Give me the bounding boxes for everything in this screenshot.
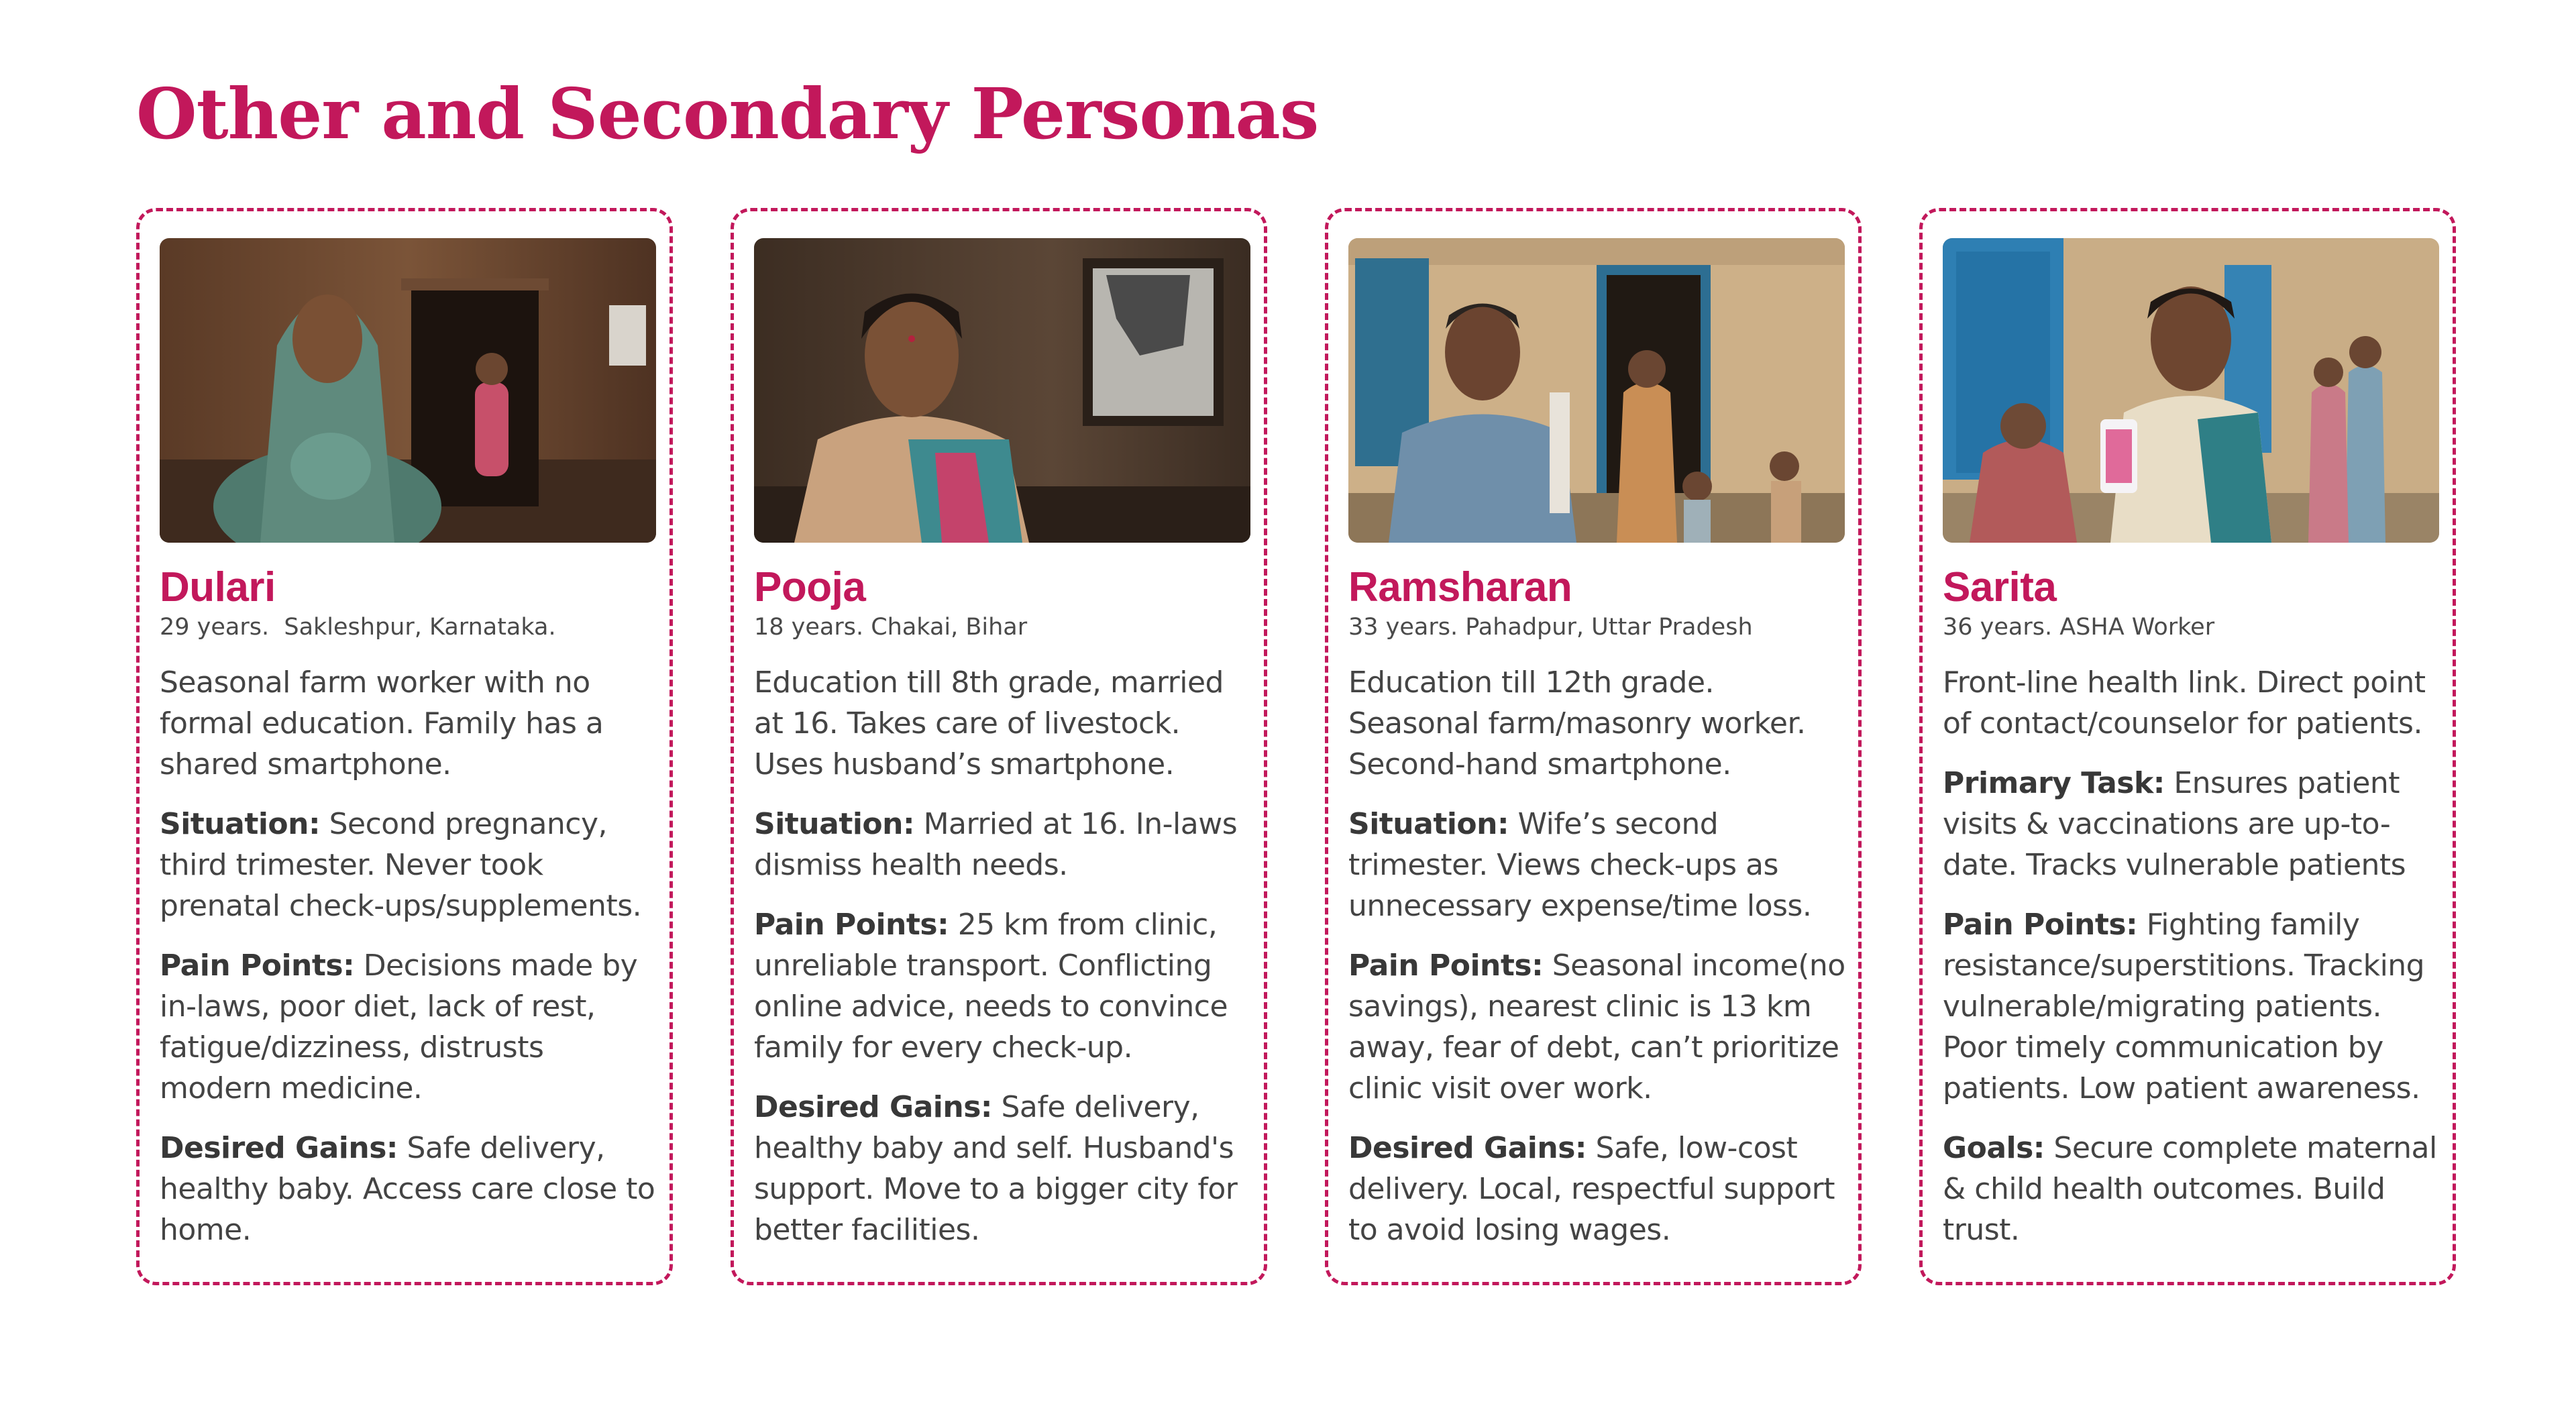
section-label: Desired Gains: — [160, 1131, 398, 1165]
persona-card-pooja — [731, 208, 1267, 1285]
persona-name: Ramsharan — [1348, 564, 1572, 610]
persona-meta: 33 years. Pahadpur, Uttar Pradesh — [1348, 614, 1753, 641]
persona-card-dulari — [136, 208, 673, 1285]
persona-meta: 18 years. Chakai, Bihar — [754, 614, 1028, 641]
persona-photo-pooja — [754, 238, 1250, 543]
persona-photo-sarita — [1943, 238, 2439, 543]
section-text: Safe delivery, healthy baby and self. Husband's support. Move to a bigger city for better facilities. — [754, 1090, 1238, 1247]
persona-name: Dulari — [160, 564, 276, 610]
section-text: Wife’s second trimester. Views check-ups as unnecessary expense/time loss. — [1348, 807, 1812, 923]
persona-intro: Front-line health link. Direct point of contact/counselor for patients. — [1943, 665, 2426, 741]
section-text: Second pregnancy, third trimester. Never took prenatal check-ups/supplements. — [160, 807, 642, 923]
section-label: Pain Points: — [754, 908, 949, 942]
section-label: Primary Task: — [1943, 766, 2165, 800]
persona-pain-points — [754, 904, 1257, 1068]
persona-situation — [160, 804, 663, 926]
persona-goals — [1943, 1128, 2446, 1250]
persona-name: Pooja — [754, 564, 866, 610]
section-label: Desired Gains: — [754, 1090, 992, 1124]
section-label: Situation: — [1348, 807, 1509, 841]
section-text: Ensures patient visits & vaccinations are up-to-date. Tracks vulnerable patients — [1943, 766, 2406, 882]
persona-desired-gains — [160, 1128, 663, 1250]
section-label: Situation: — [754, 807, 915, 841]
persona-intro: Seasonal farm worker with no formal education. Family has a shared smartphone. — [160, 665, 604, 781]
section-label: Pain Points: — [160, 949, 355, 983]
section-text: 25 km from clinic, unreliable transport. Conflicting online advice, needs to convince family for every check-up. — [754, 908, 1228, 1065]
section-label: Goals: — [1943, 1131, 2045, 1165]
persona-primary-task — [1943, 763, 2446, 885]
section-text: Fighting family resistance/superstitions. Tracking vulnerable/migrating patients. Poor timely communication by patients. Low patient awareness. — [1943, 908, 2425, 1105]
persona-photo-dulari — [160, 238, 656, 543]
section-label: Pain Points: — [1943, 908, 2138, 942]
persona-intro: Education till 8th grade, married at 16. Takes care of livestock. Uses husband’s smartphone. — [754, 665, 1224, 781]
persona-situation — [754, 804, 1257, 885]
persona-card-sarita — [1919, 208, 2456, 1285]
section-label: Pain Points: — [1348, 949, 1544, 983]
section-text: Decisions made by in-laws, poor diet, lack of rest, fatigue/dizziness, distrusts modern medicine. — [160, 949, 638, 1105]
section-text: Married at 16. In-laws dismiss health needs. — [754, 807, 1238, 882]
persona-pain-points — [1943, 904, 2446, 1109]
page-title: Other and Secondary Personas — [136, 72, 1319, 155]
section-label: Desired Gains: — [1348, 1131, 1587, 1165]
section-text: Secure complete maternal & child health outcomes. Build trust. — [1943, 1131, 2437, 1247]
persona-situation — [1348, 804, 1851, 926]
persona-pain-points — [160, 945, 663, 1109]
persona-name: Sarita — [1943, 564, 2057, 610]
persona-intro: Education till 12th grade. Seasonal farm/masonry worker. Second-hand smartphone. — [1348, 665, 1806, 781]
section-label: Situation: — [160, 807, 321, 841]
persona-desired-gains — [1348, 1128, 1851, 1250]
section-text: Seasonal income(no savings), nearest clinic is 13 km away, fear of debt, can’t prioritize clinic visit over work. — [1348, 949, 1845, 1105]
persona-card-ramsharan — [1325, 208, 1862, 1285]
persona-desired-gains — [754, 1087, 1257, 1250]
persona-photo-ramsharan — [1348, 238, 1845, 543]
persona-meta: 29 years. Sakleshpur, Karnataka. — [160, 614, 556, 641]
persona-meta: 36 years. ASHA Worker — [1943, 614, 2215, 641]
section-text: Safe delivery, healthy baby. Access care close to home. — [160, 1131, 655, 1247]
section-text: Safe, low-cost delivery. Local, respectful support to avoid losing wages. — [1348, 1131, 1835, 1247]
persona-pain-points — [1348, 945, 1851, 1109]
